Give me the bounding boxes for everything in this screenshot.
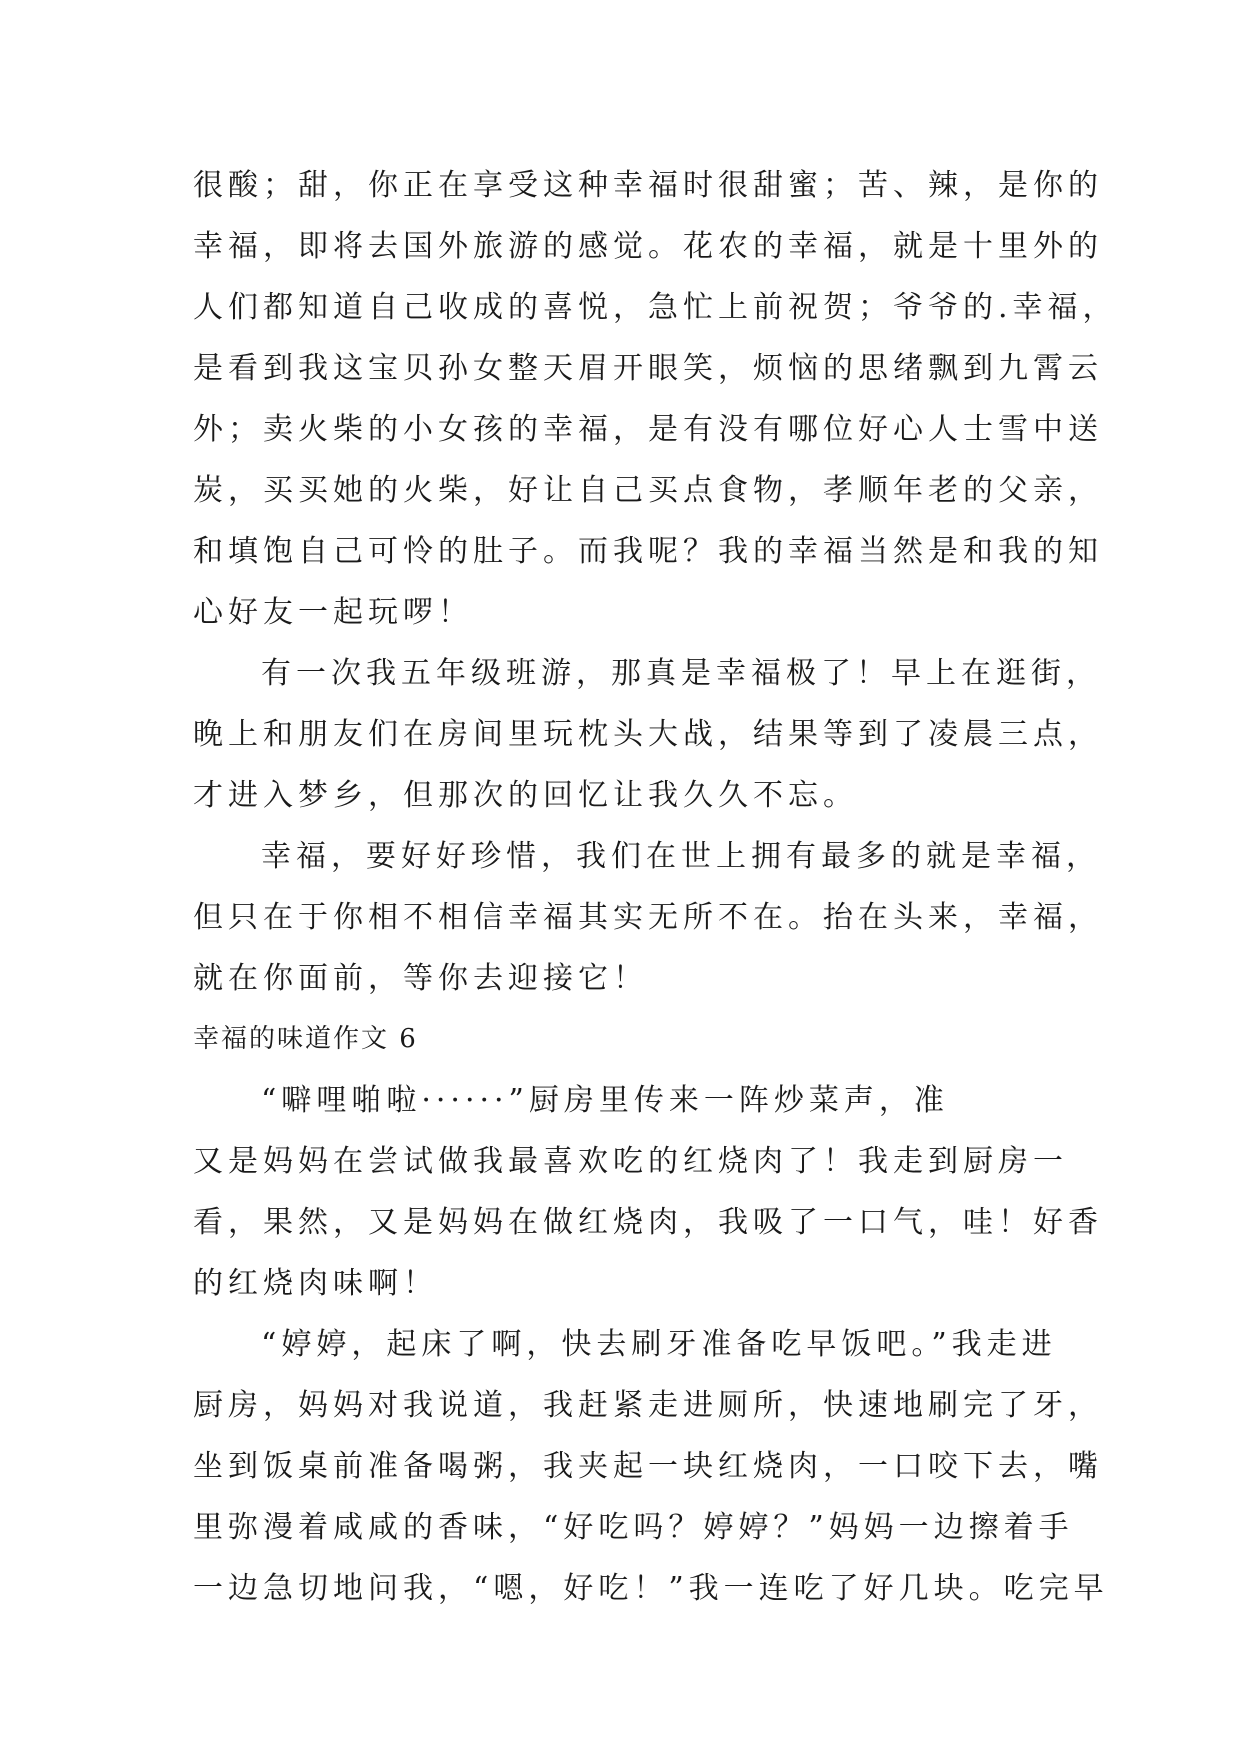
text-line: 就在你面前，等你去迎接它！	[193, 961, 648, 996]
text-line: 有一次我五年级班游，那真是幸福极了！早上在逛街，	[261, 656, 1101, 691]
text-line: 里弥漫着咸咸的香味，“好吃吗？婷婷？”妈妈一边擦着手	[193, 1510, 1074, 1545]
text-line: 人们都知道自己收成的喜悦，急忙上前祝贺；爷爷的.幸福，	[193, 290, 1118, 325]
text-line: 又是妈妈在尝试做我最喜欢吃的红烧肉了！我走到厨房一	[193, 1144, 1068, 1179]
text-line: 晚上和朋友们在房间里玩枕头大战，结果等到了凌晨三点，	[193, 717, 1103, 752]
text-line: 和填饱自己可怜的肚子。而我呢？我的幸福当然是和我的知	[193, 534, 1103, 569]
text-line: 很酸；甜，你正在享受这种幸福时很甜蜜；苦、辣，是你的	[193, 168, 1103, 203]
text-line: 幸福，要好好珍惜，我们在世上拥有最多的就是幸福，	[261, 839, 1101, 874]
text-line: “婷婷，起床了啊，快去刷牙准备吃早饭吧。”我走进	[261, 1327, 1057, 1362]
paragraph-5	[193, 1314, 1109, 1619]
text-line: 炭，买买她的火柴，好让自己买点食物，孝顺年老的父亲，	[193, 473, 1103, 508]
document-body	[193, 155, 1118, 1619]
paragraph-2	[193, 643, 1103, 826]
text-line: 心好友一起玩啰！	[193, 595, 473, 630]
paragraph-1	[193, 155, 1118, 643]
section-heading: 幸福的味道作文 6	[193, 1024, 418, 1054]
text-line: 才进入梦乡，但那次的回忆让我久久不忘。	[193, 778, 858, 813]
text-line: 是看到我这宝贝孙女整天眉开眼笑，烦恼的思绪飘到九霄云	[193, 351, 1103, 386]
text-line: 但只在于你相不相信幸福其实无所不在。抬在头来，幸福，	[193, 900, 1103, 935]
paragraph-3	[193, 826, 1103, 1009]
text-line: 厨房，妈妈对我说道，我赶紧走进厕所，快速地刷完了牙，	[193, 1388, 1103, 1423]
text-line: 外；卖火柴的小女孩的幸福，是有没有哪位好心人士雪中送	[193, 412, 1103, 447]
text-line: 看，果然，又是妈妈在做红烧肉，我吸了一口气，哇！好香	[193, 1205, 1103, 1240]
text-line: 幸福，即将去国外旅游的感觉。花农的幸福，就是十里外的	[193, 229, 1103, 264]
text-line: 一边急切地问我，“嗯，好吃！”我一连吃了好几块。吃完早	[193, 1571, 1109, 1606]
text-line: 的红烧肉味啊！	[193, 1266, 438, 1301]
text-line: “噼哩啪啦······”厨房里传来一阵炒菜声，准	[261, 1083, 949, 1118]
text-line: 坐到饭桌前准备喝粥，我夹起一块红烧肉，一口咬下去，嘴	[193, 1449, 1103, 1484]
paragraph-4	[193, 1070, 1103, 1314]
